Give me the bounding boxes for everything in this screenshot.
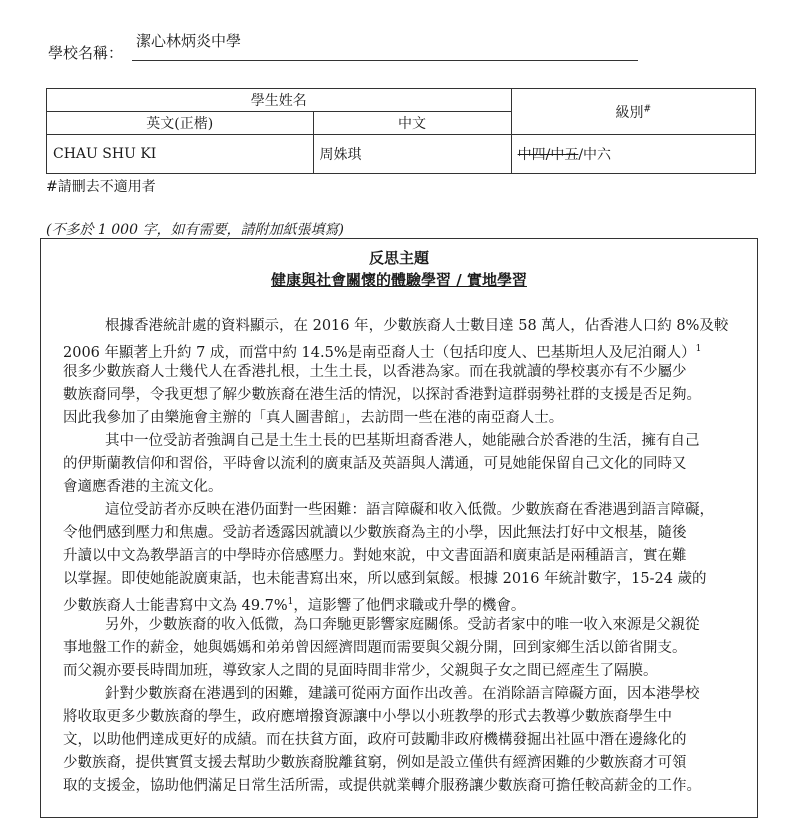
essay-line: 針對少數族裔在港遇到的困難，建議可從兩方面作出改善。在消除語言障礙方面，因本港學校	[105, 686, 700, 702]
footnote-mark: 1	[287, 597, 294, 607]
level-remaining: /中六	[578, 147, 612, 163]
essay-line: 會適應香港的主流文化。	[63, 479, 223, 495]
chinese-name-header: 中文	[313, 112, 511, 135]
essay-line: 令他們感到壓力和焦慮。受訪者透露因就讀以少數族裔為主的小學，因此無法打好中文根基，隨後	[63, 525, 687, 541]
essay-box	[40, 238, 758, 818]
essay-line: 因此我參加了由樂施會主辦的「真人圖書館」，去訪問一些在港的南亞裔人士。	[63, 410, 564, 426]
essay-body	[63, 315, 739, 798]
essay-line: 數族裔同學，令我更想了解少數族裔在港生活的情況，以探討香港對這群弱勢社群的支援是否足夠。	[63, 387, 701, 403]
english-name-value: CHAU SHU KI	[47, 135, 314, 174]
essay-line: 事地盤工作的薪金，她與媽媽和弟弟曾因經濟問題而需要與父親分開，回到家鄉生活以節省開支。	[63, 640, 687, 656]
essay-line: 而父親亦要長時間加班，導致家人之間的見面時間非常少，父親與子女之間已經產生了隔膜。	[63, 663, 658, 679]
essay-heading: 反思主題	[368, 249, 429, 267]
level-struck: 中四/中五	[517, 147, 579, 163]
essay-line: 取的支援金，協助他們滿足日常生活所需，或提供就業轉介服務讓少數族裔可擔任較高薪金的工作。	[63, 778, 701, 794]
essay-line: 少數族裔，提供實質支援去幫助少數族裔脫離貧窮，例如是設立僅供有經濟困難的少數族裔才可領	[63, 755, 687, 771]
chinese-name-value: 周姝琪	[313, 135, 511, 174]
deletion-note: #請刪去不適用者	[46, 179, 156, 195]
essay-line: 其中一位受訪者強調自己是土生土長的巴基斯坦裔香港人，她能融合於香港的生活，擁有自己	[105, 433, 700, 449]
essay-line: 另外，少數族裔的收入低微，為口奔馳更影響家庭關係。受訪者家中的唯一收入來源是父親從	[105, 617, 700, 633]
school-name-underline	[132, 60, 638, 61]
essay-line: 這位受訪者亦反映在港仍面對一些困難：語言障礙和收入低微。少數族裔在香港遇到語言障礙，	[105, 502, 714, 518]
essay-subheading: 健康與社會關懷的體驗學習 / 實地學習	[271, 271, 527, 289]
essay-line: 2006 年顯著上升約 7 成，而當中約 14.5%是南亞裔人士（包括印度人、巴基斯坦人及尼泊爾人）$^1$	[63, 344, 702, 361]
essay-line: 少數族裔人士能書寫中文為 49.7%$^1$，這影響了他們求職或升學的機會。	[63, 597, 526, 614]
essay-line: 升讀以中文為教學語言的中學時亦倍感壓力。對她來說，中文書面語和廣東話是兩種語言，實在難	[63, 548, 687, 564]
essay-line: 將收取更多少數族裔的學生，政府應增撥資源讓中小學以小班教學的形式去教導少數族裔學生中	[63, 709, 672, 725]
essay-line: 文，以助他們達成更好的成績。而在扶貧方面，政府可鼓勵非政府機構發掘出社區中潛在邊緣化的	[63, 732, 687, 748]
school-row	[48, 30, 638, 62]
english-name-header: 英文(正楷)	[47, 112, 314, 135]
school-name-value: 潔心林炳炎中學	[136, 32, 242, 50]
student-name-header: 學生姓名	[47, 89, 512, 112]
level-header-cell	[511, 89, 755, 135]
level-header-mark: #	[643, 103, 652, 114]
footnote-mark: 1	[695, 344, 702, 354]
level-header: 級別	[615, 104, 644, 121]
level-value	[511, 135, 755, 174]
school-label: 學校名稱：	[48, 44, 124, 62]
essay-line: 的伊斯蘭教信仰和習俗，平時會以流利的廣東話及英語與人溝通，可見她能保留自己文化的同時又	[63, 456, 687, 472]
essay-line: 根據香港統計處的資料顯示，在 2016 年，少數族裔人士數目達 58 萬人，佔香港人口約 8%及較	[105, 318, 729, 334]
word-limit-instruction: (不多於 1 000 字，如有需要，請附加紙張填寫)	[46, 222, 344, 238]
student-info-table	[46, 88, 756, 174]
essay-line: 很多少數族裔人士幾代人在香港扎根，土生土長，以香港為家。而在我就讀的學校裏亦有不少屬少	[63, 364, 687, 380]
essay-line: 以掌握。即使她能說廣東話，也未能書寫出來，所以感到氣餒。根據 2016 年統計數字，15-24 歲的	[63, 571, 707, 587]
